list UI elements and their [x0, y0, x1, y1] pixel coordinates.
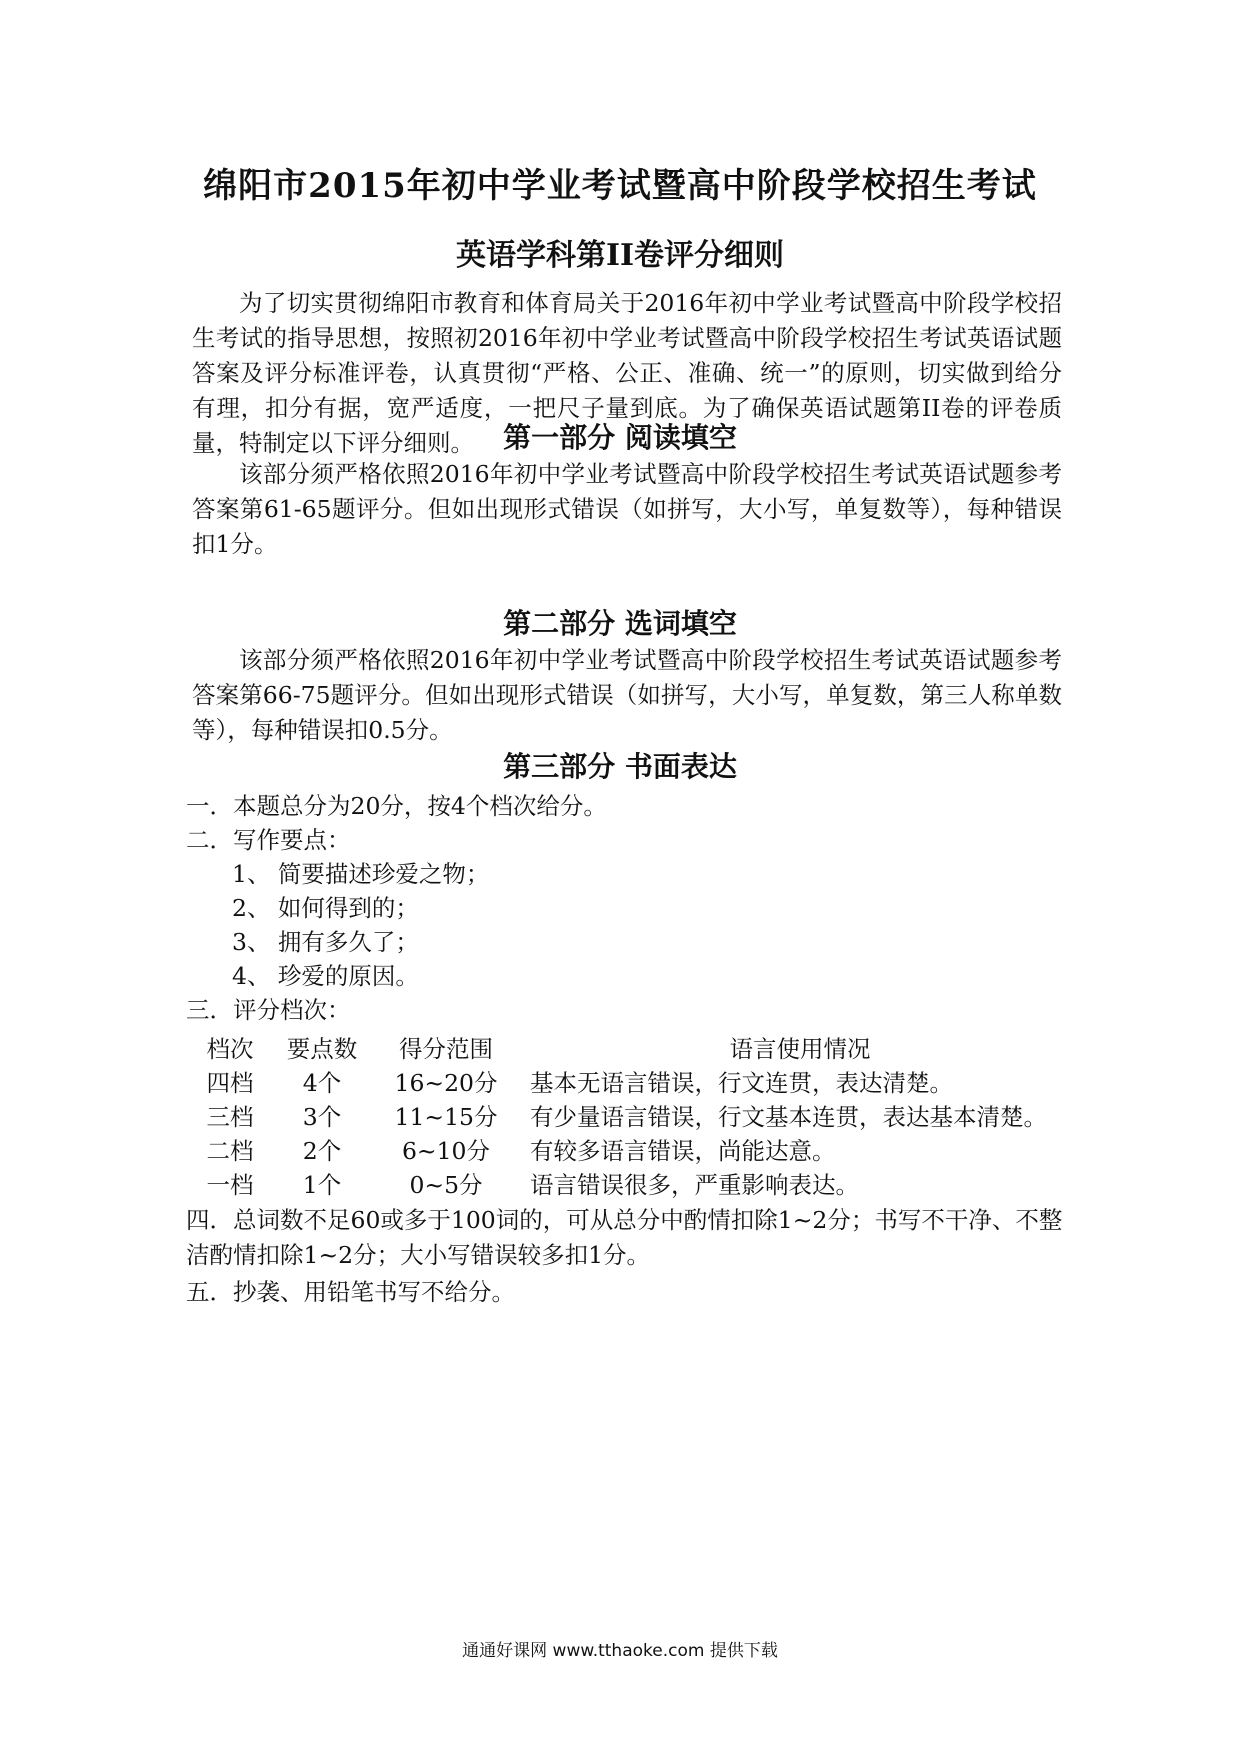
writing-point: 3、 拥有多久了；: [232, 928, 419, 956]
header-score-range: 得分范围: [399, 1035, 493, 1063]
header-language-use: 语言使用情况: [729, 1035, 871, 1063]
cell-score-range: 16~20分: [394, 1069, 498, 1097]
part3-item2: 二．写作要点：: [186, 826, 351, 854]
grading-table: [192, 1030, 1070, 1200]
cell-language-use: 有较多语言错误，尚能达意。: [530, 1137, 836, 1165]
cell-points: 2个: [302, 1137, 342, 1165]
header-level: 档次: [206, 1035, 254, 1063]
cell-points: 3个: [302, 1103, 342, 1131]
cell-score-range: 11~15分: [394, 1103, 498, 1131]
part2-text: 该部分须严格依照2016年初中学业考试暨高中阶段学校招生考试英语试题参考答案第66-75题评分。但如出现形式错误（如拼写，大小写，单复数，第三人称单数等），每种错误扣0.5分。: [192, 646, 1062, 744]
table-row: [192, 1064, 1070, 1098]
footer-credit: 通通好课网 www.tthaoke.com 提供下载: [462, 1641, 778, 1661]
cell-points: 1个: [302, 1171, 342, 1199]
part3-item5: 五．抄袭、用铅笔书写不给分。: [186, 1278, 515, 1306]
part3-item4: 四．总词数不足60或多于100词的，可从总分中酌情扣除1~2分；书写不干净、不整洁酌情扣除1~2分；大小写错误较多扣1分。: [186, 1206, 1063, 1269]
writing-point: 4、 珍爱的原因。: [232, 962, 419, 990]
part2-heading: 第二部分 选词填空: [503, 607, 737, 640]
table-row: [192, 1132, 1070, 1166]
header-points: 要点数: [286, 1035, 358, 1063]
cell-score-range: 6~10分: [401, 1137, 491, 1165]
cell-level: 三档: [206, 1103, 254, 1131]
part3-item1: 一．本题总分为20分，按4个档次给分。: [186, 792, 607, 820]
part1-text: 该部分须严格依照2016年初中学业考试暨高中阶段学校招生考试英语试题参考答案第61-65题评分。但如出现形式错误（如拼写，大小写，单复数等），每种错误扣1分。: [192, 460, 1062, 558]
cell-language-use: 基本无语言错误，行文连贯，表达清楚。: [530, 1069, 953, 1097]
document-title: 绵阳市2015年初中学业考试暨高中阶段学校招生考试: [203, 166, 1037, 206]
part3-item3: 三．评分档次：: [186, 996, 351, 1024]
table-header-row: [192, 1030, 1070, 1064]
writing-point: 1、 简要描述珍爱之物；: [232, 860, 490, 888]
table-row: [192, 1166, 1070, 1200]
cell-level: 一档: [206, 1171, 254, 1199]
cell-language-use: 有少量语言错误，行文基本连贯，表达基本清楚。: [530, 1103, 1047, 1131]
cell-points: 4个: [302, 1069, 342, 1097]
cell-level: 二档: [206, 1137, 254, 1165]
part1-heading: 第一部分 阅读填空: [503, 421, 737, 454]
cell-score-range: 0~5分: [409, 1171, 483, 1199]
intro-paragraph: 为了切实贯彻绵阳市教育和体育局关于2016年初中学业考试暨高中阶段学校招生考试的指导思想，按照初2016年初中学业考试暨高中阶段学校招生考试英语试题答案及评分标准评卷，认真贯彻“严格、公正、准确、统一”的原则，切实做到给分有理，扣分有据，宽严适度，一把尺子量到底。为了确保英语试题第II卷的评卷质量，特制定以下评分细则。: [192, 289, 1062, 457]
document-subtitle: 英语学科第II卷评分细则: [455, 238, 785, 273]
table-row: [192, 1098, 1070, 1132]
cell-language-use: 语言错误很多，严重影响表达。: [530, 1171, 859, 1199]
cell-level: 四档: [206, 1069, 254, 1097]
writing-point: 2、 如何得到的；: [232, 894, 419, 922]
part3-heading: 第三部分 书面表达: [503, 750, 737, 783]
